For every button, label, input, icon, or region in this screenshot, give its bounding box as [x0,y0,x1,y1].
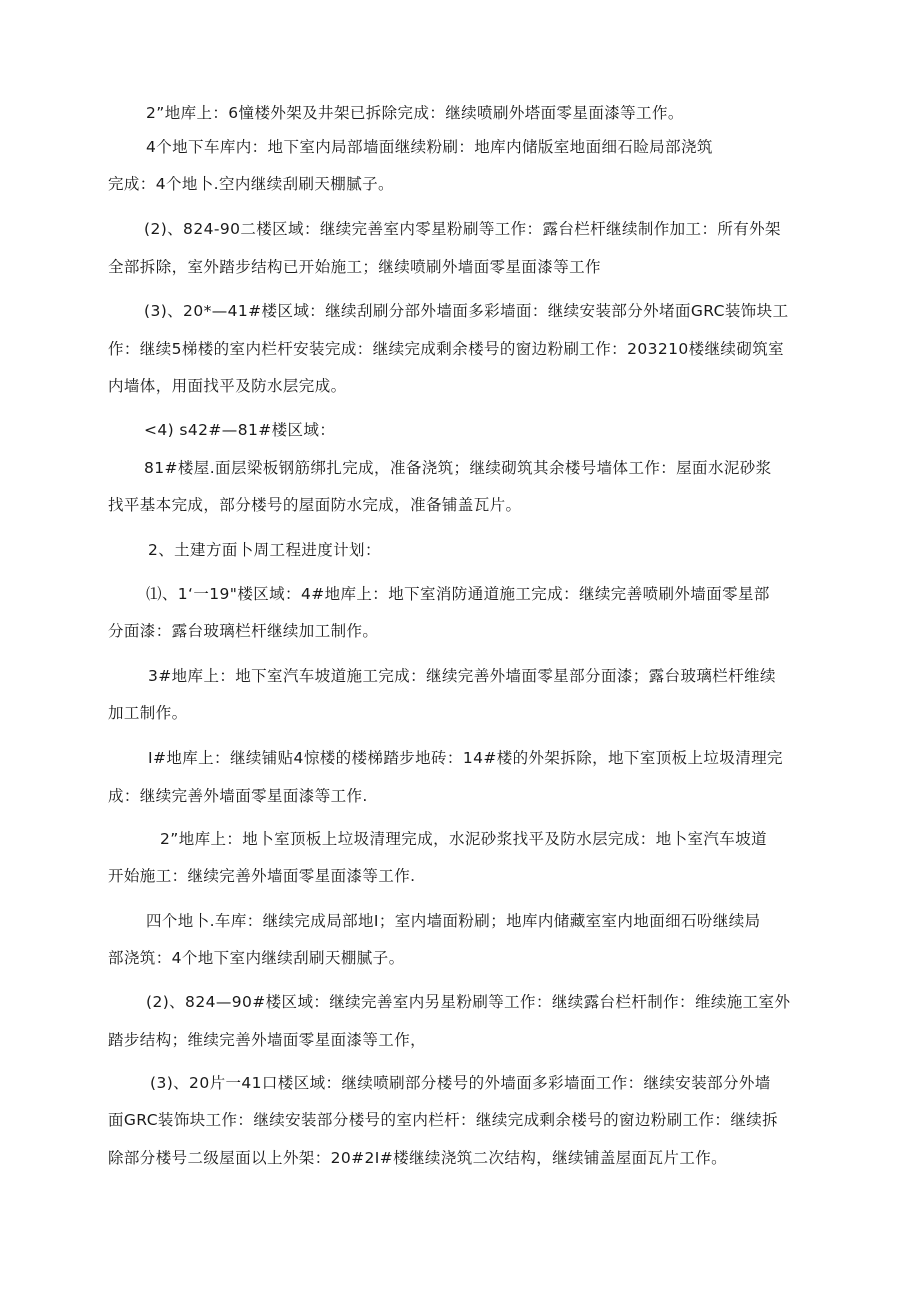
text-line: 81#楼屋.面层梁板钢筋绑扎完成，准备浇筑；继续砌筑其余楼号墙体工作：屋面水泥砂浆 [144,459,772,477]
text-line: 3#地库上：地下室汽车坡道施工完成：继续完善外墙面零星部分面漆；露台玻璃栏杆维续 [148,667,776,685]
text-line: 部浇筑：4个地下室内继续刮刷天棚腻子。 [108,949,405,967]
text-line: ⑴、1‘一19"楼区域：4#地库上：地下室消防通道施工完成：继续完善喷刷外墙面零星部 [146,585,770,603]
text-line: (2)、824-90二楼区域：继续完善室内零星粉刷等工作：露台栏杆继续制作加工：所有外架 [144,220,781,238]
text-line: (3)、20*—41#楼区域：继续刮刷分部外墙面多彩墙面：继续安装部分外堵面GRC装饰块工 [144,302,789,320]
text-line: 2”地库上：地卜室顶板上垃圾清理完成，水泥砂浆找平及防水层完成：地卜室汽车坡道 [160,830,767,848]
text-line: 完成：4个地卜.空内继续刮刷天棚腻子。 [108,175,394,193]
text-line: 4个地下车库内：地下室内局部墙面继续粉刷：地库内储版室地面细石睑局部浇筑 [146,138,713,156]
text-line: 分面漆：露台玻璃栏杆继续加工制作。 [108,622,379,640]
text-line: 全部拆除，室外踏步结构已开始施工；继续喷刷外墙面零星面漆等工作 [108,258,601,276]
text-line: 找平基本完成，部分楼号的屋面防水完成，准备铺盖瓦片。 [108,496,522,514]
text-line: 2”地库上：6憧楼外架及井架已拆除完成：继续喷刷外塔面零星面漆等工作。 [146,104,684,122]
text-line: 面GRC装饰块工作：继续安装部分楼号的室内栏杆：继续完成剩余楼号的窗边粉刷工作：继续拆 [108,1111,779,1129]
text-line: <4) s42#—81#楼区域： [144,421,336,439]
text-line: 除部分楼号二级屋面以上外架：20#2I#楼继续浇筑二次结构，继续铺盖屋面瓦片工作。 [108,1149,728,1167]
text-line: 开始施工：继续完善外墙面零星面漆等工作. [108,867,416,885]
text-line: 内墙体，用面找平及防水层完成。 [108,377,347,395]
text-line: 加工制作。 [108,704,188,722]
text-line: 作：继续5梯楼的室内栏杆安装完成：继续完成剩余楼号的窗边粉刷工作：203210楼继续砌筑室 [108,340,785,358]
text-line: 2、土建方面卜周工程进度计划： [148,541,381,559]
text-line: (2)、824—90#楼区域：继续完善室内另星粉刷等工作：继续露台栏杆制作：维续施工室外 [146,993,791,1011]
text-line: I#地库上：继续铺贴4惊楼的楼梯踏步地砖：14#楼的外架拆除，地下室顶板上垃圾清理完 [148,749,783,767]
text-line: (3)、20片一41口楼区域：继续喷刷部分楼号的外墙面多彩墙面工作：继续安装部分外墙 [150,1074,771,1092]
text-line: 四个地卜.车库：继续完成局部地I；室内墙面粉刷；地库内储藏室室内地面细石吩继续局 [146,912,761,930]
text-line: 踏步结构；维续完善外墙面零星面漆等工作， [108,1031,427,1049]
text-line: 成：继续完善外墙面零星面漆等工作. [108,787,368,805]
